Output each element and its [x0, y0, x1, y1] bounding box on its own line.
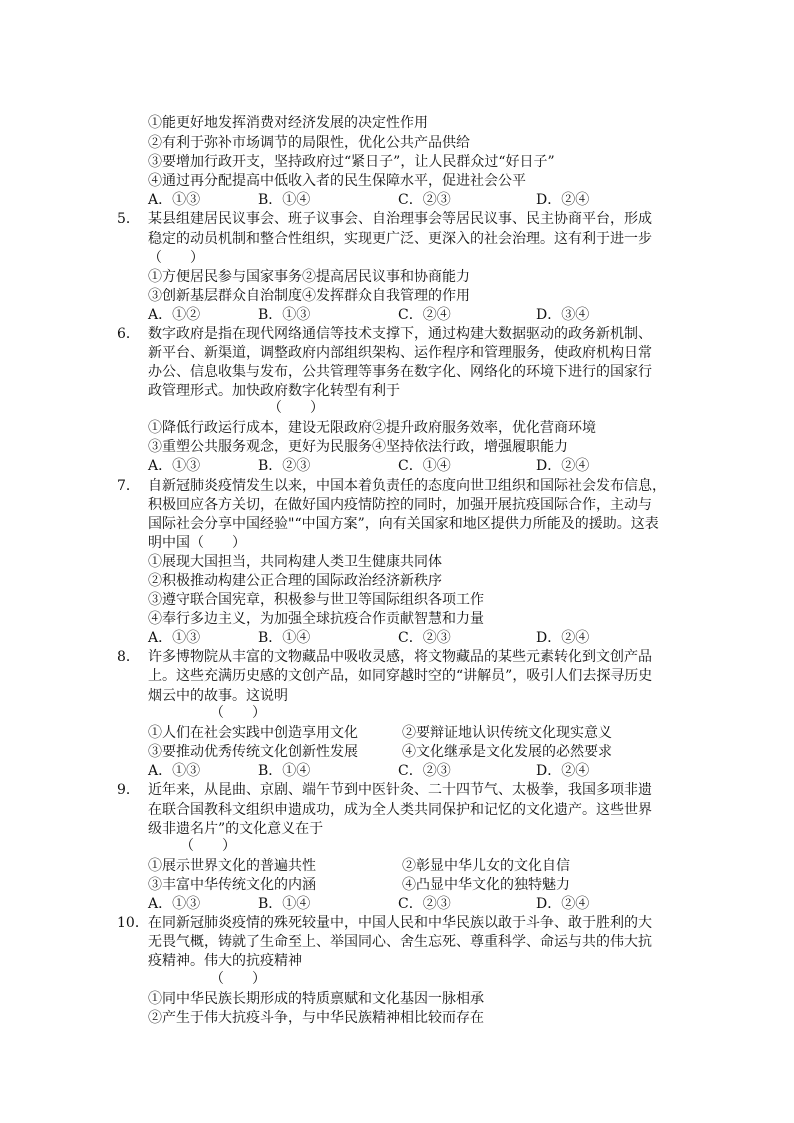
q7-statement-4: ④奉行多边主义，为加强全球抗疫合作贡献智慧和力量 [148, 611, 484, 627]
q5-number: 5． [117, 211, 140, 227]
q4-option-c: C．②③ [398, 192, 451, 208]
q6-number: 6． [117, 326, 140, 342]
q7-statement-2: ②积极推动构建公正合理的国际政治经济新秩序 [148, 573, 442, 589]
q5-option-d: D．③④ [536, 307, 590, 323]
q6-option-a: A．①③ [148, 458, 201, 474]
q9-statement-1: ①展示世界文化的普遍共性 [148, 858, 316, 874]
q8-statement-4: ④文化继承是文化发展的必然要求 [402, 744, 612, 760]
q5-option-b: B．①③ [258, 307, 311, 323]
q8-option-b: B．①④ [258, 763, 311, 779]
q5-stem-2: 稳定的动员机制和整合性组织，实现更广泛、更深入的社会治理。这有利于进一步 [148, 231, 652, 247]
q8-statement-1: ①人们在社会实践中创造享用文化 [148, 725, 358, 741]
q9-statement-2: ②彰显中华儿女的文化自信 [402, 858, 570, 874]
q9-answer-blank: （ ） [180, 838, 236, 854]
q7-option-d: D．②④ [536, 630, 590, 646]
q7-option-c: C．②③ [398, 630, 451, 646]
q9-option-d: D．②④ [536, 896, 590, 912]
q5-option-c: C．②④ [398, 307, 451, 323]
q6-option-d: D．②④ [536, 458, 590, 474]
q9-option-a: A．①③ [148, 896, 201, 912]
q9-number: 9． [117, 782, 140, 798]
q8-stem-1: 许多博物院从丰富的文物藏品中吸收灵感，将文物藏品的某些元素转化到文创产品 [148, 649, 652, 665]
q7-option-a: A．①③ [148, 630, 201, 646]
q5-statement-1: ①方便居民参与国家事务②提高居民议事和协商能力 [148, 269, 470, 285]
q7-statement-3: ③遵守联合国宪章，积极参与世卫等国际组织各项工作 [148, 592, 484, 608]
q5-stem-3: （ ） [148, 250, 204, 266]
q4-option-d: D．②④ [536, 192, 590, 208]
q6-statement-1: ①降低行政运行成本，建设无限政府②提升政府服务效率，优化营商环境 [148, 420, 596, 436]
q10-statement-2: ②产生于伟大抗疫斗争，与中华民族精神相比较而存在 [148, 1010, 484, 1026]
q8-stem-2: 上。这些充满历史感的文创产品，如同穿越时空的“讲解员”，吸引人们去探寻历史 [148, 668, 653, 684]
q4-statement-1: ①能更好地发挥消费对经济发展的决定性作用 [148, 115, 428, 131]
q6-stem-4: 政管理形式。加快政府数字化转型有利于 [148, 383, 400, 399]
q7-stem-2: 积极回应各方关切，在做好国内疫情防控的同时，加强开展抗疫国际合作，主动与 [148, 497, 652, 513]
q4-statement-3: ③要增加行政开支，坚持政府过“紧日子”，让人民群众过“好日子” [148, 154, 555, 170]
q8-option-c: C．②③ [398, 763, 451, 779]
q4-option-b: B．①④ [258, 192, 311, 208]
q6-option-c: C．①④ [398, 458, 451, 474]
q4-statement-4: ④通过再分配提高中低收入者的民生保障水平，促进社会公平 [148, 173, 526, 189]
q8-option-a: A．①③ [148, 763, 201, 779]
q10-stem-3: 疫精神。伟大的抗疫精神 [148, 953, 302, 969]
q4-statement-2: ②有利于弥补市场调节的局限性，优化公共产品供给 [148, 135, 470, 151]
q7-stem-1: 自新冠肺炎疫情发生以来，中国本着负责任的态度向世卫组织和国际社会发布信息， [148, 478, 666, 494]
q9-stem-1: 近年来，从昆曲、京剧、端午节到中医针灸、二十四节气、太极拳，我国多项非遗 [148, 782, 652, 798]
q7-number: 7． [117, 478, 140, 494]
q6-option-b: B．②③ [258, 458, 311, 474]
q8-stem-3: 烟云中的故事。这说明 [148, 688, 288, 704]
q8-statement-2: ②要辩证地认识传统文化现实意义 [402, 725, 612, 741]
q7-option-b: B．①④ [258, 630, 311, 646]
q7-stem-3: 国际社会分享中国经验"“中国方案”，向有关国家和地区提供力所能及的援助。这表 [148, 516, 659, 532]
q10-number: 10． [117, 915, 149, 931]
q6-stem-2: 新平台、新渠道，调整政府内部组织架构、运作程序和管理服务，使政府机构日常 [148, 345, 652, 361]
q5-statement-2: ③创新基层群众自治制度④发挥群众自我管理的作用 [148, 288, 470, 304]
q8-option-d: D．②④ [536, 763, 590, 779]
q8-number: 8． [117, 649, 140, 665]
q10-statement-1: ①同中华民族长期形成的特质禀赋和文化基因一脉相承 [148, 991, 484, 1007]
q10-stem-1: 在同新冠肺炎疫情的殊死较量中，中国人民和中华民族以敢于斗争、敢于胜利的大 [148, 915, 652, 931]
q10-stem-2: 无畏气概，铸就了生命至上、举国同心、舍生忘死、尊重科学、命运与共的伟大抗 [148, 934, 652, 950]
q9-option-c: C．②③ [398, 896, 451, 912]
q10-answer-blank: （ ） [210, 971, 266, 987]
q8-statement-3: ③要推动优秀传统文化创新性发展 [148, 744, 358, 760]
q9-statement-3: ③丰富中华传统文化的内涵 [148, 877, 316, 893]
q7-stem-4: 明中国（ ） [148, 535, 246, 551]
q6-statement-2: ③重塑公共服务观念，更好为民服务④坚持依法行政，增强履职能力 [148, 439, 568, 455]
q9-stem-2: 在联合国教科文组织申遗成功，成为全人类共同保护和记忆的文化遗产。这些世界 [148, 802, 652, 818]
q6-stem-3: 办公、信息收集与发布，公共管理等事务在数字化、网络化的环境下进行的国家行 [148, 364, 652, 380]
q9-option-b: B．①④ [258, 896, 311, 912]
q6-answer-blank: （ ） [268, 400, 324, 416]
q9-statement-4: ④凸显中华文化的独特魅力 [402, 877, 570, 893]
q5-option-a: A．①② [148, 307, 201, 323]
q6-stem-1: 数字政府是指在现代网络通信等技术支撑下，通过构建大数据驱动的政务新机制、 [148, 326, 652, 342]
q4-option-a: A．①③ [148, 192, 201, 208]
q7-statement-1: ①展现大国担当，共同构建人类卫生健康共同体 [148, 554, 442, 570]
q8-answer-blank: （ ） [210, 705, 266, 721]
q9-stem-3: 级非遗名片”的文化意义在于 [148, 821, 324, 837]
q5-stem-1: 某县组建居民议事会、班子议事会、自治理事会等居民议事、民主协商平台，形成 [148, 211, 652, 227]
